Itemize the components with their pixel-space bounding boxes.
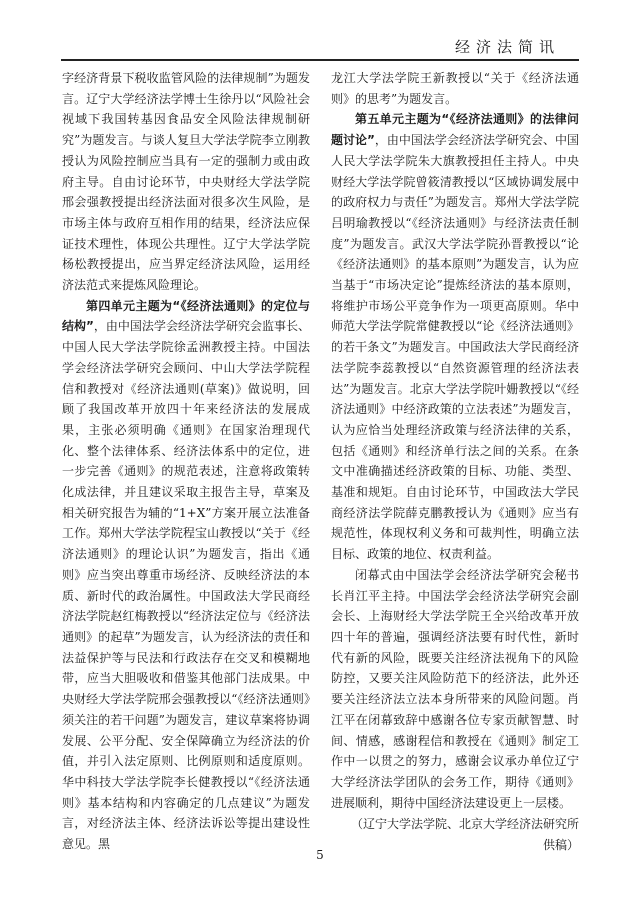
paragraph-continuation: 龙江大学法学院王新教授以“关于《经济法通则》的思考”为题发言。 [331,71,579,106]
unit-five-heading: 第五单元主题为“《经济法通则》的法律问题讨论” [331,112,579,148]
unit-four-body: ，由中国法学会经济法学研究会监事长、中国人民大学法学院徐孟洲教授主持。中国法学会经济法学研究会顾问、中山大学法学院程信和教授对《经济法通则(草案)》做说明，回顾了我国改革开放四十年来经济法的发展成果，主张必须明确《通则》在国家治理现代化、整个法律体系、经济法体系中的定位，进一步完善《通则》的规范表述，注意将政策转化成法律，并且建议采取主报告主导，草案及相关研究报告为辅的“1+X”方案开展立法准备工作。郑州大学法学院程宝山教授以“关于《经济法通则》的理论认识”为题发言，指出《通则》应当突出尊重市场经济、反映经济法的本质、新时代的政治属性。中国政法大学民商经济法学院赵红梅教授以“经济法定位与《经济法通则》的起草”为题发言，认为经济法的责任和法益保护等与民法和行政法存在交叉和模糊地带，应当大胆吸收和借鉴其他部门法成果。中央财经大学法学院邢会强教授以“《经济法通则》须关注的若干问题”为题发言，建议草案将协调发展、公平分配、安全保障确立为经济法的价值，并引入法定原则、比例原则和适度原则。华中科技大学法学院李长健教授以“《经济法通则》基本结构和内容确定的几点建议”为题发言，对经济法主体、经济法诉讼等提出建设性意见。黑 [62,319,310,852]
left-column [62,68,310,855]
paragraph-unit-five [331,109,579,564]
unit-four-heading: 第四单元主题为“《经济法通则》的定位与结构” [62,298,310,334]
unit-five-body: ，由中国法学会经济法学研究会、中国人民大学法学院朱大旗教授担任主持人。中央财经大学法学院曾筱清教授以“区域协调发展中的政府权力与责任”为题发言。郑州大学法学院吕明瑜教授以“《经济法通则》与经济法责任制度”为题发言。武汉大学法学院孙晋教授以“论《经济法通则》的基本原则”为题发言，认为应当基于“市场决定论”提炼经济法的基本原则，将维护市场公平竞争作为一项更高原则。华中师范大学法学院常健教授以“论《经济法通则》的若干条文”为题发言。中国政法大学民商经济法学院李蕊教授以“自然资源管理的经济法表达”为题发言。北京大学法学院叶姗教授以“《经济法通则》中经济政策的立法表述”为题发言，认为应恰当处理经济政策与经济法律的关系，包括《通则》和经济单行法之间的关系。在条文中准确描述经济政策的目标、功能、类型、基准和规矩。自由讨论环节，中国政法大学民商经济法学院薛克鹏教授认为《通则》应当有规范性，体现权利义务和可裁判性，明确立法目标、政策的地位、权责利益。 [331,133,579,562]
right-column [331,68,592,856]
source-credit: （辽宁大学法学院、北京大学经济法研究所 供稿） [350,817,592,853]
page-number: 5 [316,848,324,862]
journal-header: 经济法简讯 [454,38,560,56]
paragraph-risk-discussion: 字经济背景下税收监管风险的法律规制”为题发言。辽宁大学经济法学博士生徐丹以“风险社会视域下我国转基因食品安全风险法律规制研究”为题发言。与谈人复旦大学法学院李立刚教授认为风险控制应当具有一定的强制力或由政府主导。自由讨论环节，中央财经大学法学院邢会强教授提出经济法面对很多次生风险，是市场主体与政府互相作用的结果，经济法应保证技术理性，体现公共理性。辽宁大学法学院杨松教授提出，应当界定经济法风险，运用经济法范式来提炼风险理论。 [62,71,310,293]
paragraph-unit-four [62,296,310,855]
header-rule [61,59,579,61]
paragraph-closing-ceremony: 闭幕式由中国法学会经济法学研究会秘书长肖江平主持。中国法学会经济法学研究会副会长、上海财经大学法学院王全兴给改革开放四十年的普遍，强调经济法要有时代性，新时代有新的风险，既要关注经济法视角下的风险防控，又要关注风险防范下的经济法，此外还要关注经济法立法本身所带来的风险问题。肖江平在闭幕致辞中感谢各位专家贡献智慧、时间、情感，感谢程信和教授在《通则》制定工作中一以贯之的努力，感谢会议承办单位辽宁大学经济法学团队的会务工作，期待《通则》进展顺利，期待中国经济法建设更上一层楼。 [331,567,579,810]
